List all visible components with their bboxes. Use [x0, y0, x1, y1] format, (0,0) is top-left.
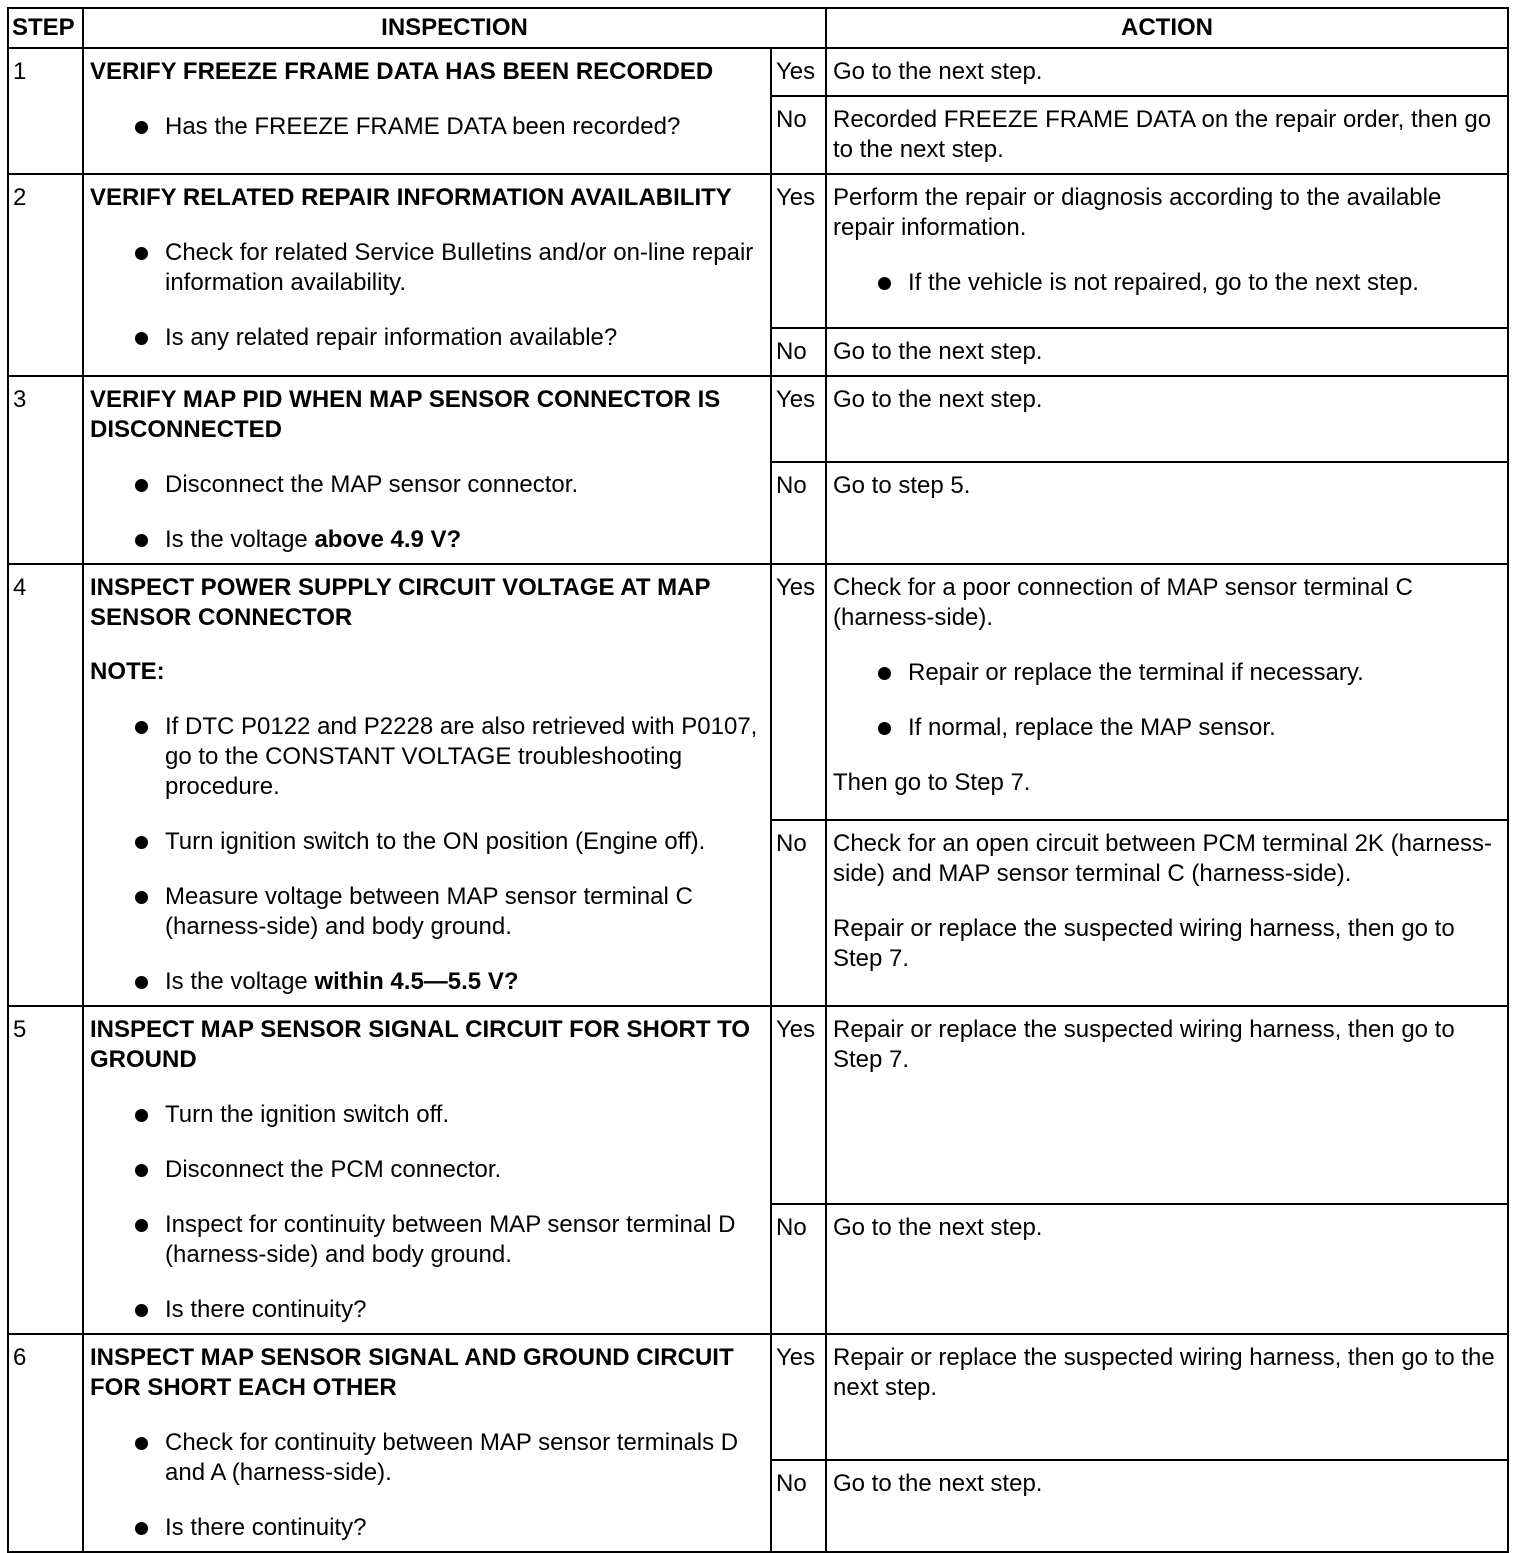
step-number: 4 [8, 564, 83, 1006]
inspection-title: INSPECT MAP SENSOR SIGNAL AND GROUND CIRCUIT FOR SHORT EACH OTHER [90, 1344, 734, 1401]
inspection-list [90, 112, 762, 142]
inspection-cell [83, 564, 771, 1006]
no-label: No [771, 1204, 826, 1334]
inspection-item: Inspect for continuity between MAP sensor terminal D (harness-side) and body ground. [90, 1210, 762, 1270]
inspection-cell [83, 174, 771, 376]
yes-action: Perform the repair or diagnosis according to the available repair information. [833, 184, 1442, 241]
yes-label: Yes [771, 48, 826, 96]
action-item: If normal, replace the MAP sensor. [833, 713, 1499, 743]
inspection-item: If DTC P0122 and P2228 are also retrieved with P0107, go to the CONSTANT VOLTAGE troubleshooting procedure. [90, 712, 762, 802]
inspection-list [90, 470, 762, 555]
no-action: Go to the next step. [826, 328, 1508, 376]
no-action: Check for an open circuit between PCM terminal 2K (harness-side) and MAP sensor terminal C (harness-side). [833, 830, 1492, 887]
inspection-cell [83, 1334, 771, 1552]
no-label: No [771, 1460, 826, 1552]
header-row [8, 8, 1508, 48]
step-row [8, 1006, 1508, 1204]
action-item: If the vehicle is not repaired, go to the next step. [833, 268, 1499, 298]
no-label: No [771, 820, 826, 1006]
step-number: 5 [8, 1006, 83, 1334]
inspection-item: Is any related repair information available? [90, 323, 762, 353]
action-list [833, 658, 1499, 743]
step-row [8, 376, 1508, 462]
header-step: STEP [8, 8, 83, 48]
inspection-title: INSPECT MAP SENSOR SIGNAL CIRCUIT FOR SHORT TO GROUND [90, 1016, 751, 1073]
yes-label: Yes [771, 1006, 826, 1204]
no-action-followup: Repair or replace the suspected wiring harness, then go to Step 7. [833, 915, 1455, 972]
inspection-title: VERIFY FREEZE FRAME DATA HAS BEEN RECORDED [90, 58, 714, 85]
yes-action-followup: Then go to Step 7. [833, 769, 1031, 796]
inspection-item: Is there continuity? [90, 1295, 762, 1325]
inspection-title: INSPECT POWER SUPPLY CIRCUIT VOLTAGE AT MAP SENSOR CONNECTOR [90, 574, 711, 631]
inspection-item: Is there continuity? [90, 1513, 762, 1543]
step-row [8, 174, 1508, 328]
yes-label: Yes [771, 564, 826, 820]
header-action: ACTION [826, 8, 1508, 48]
inspection-item: Disconnect the PCM connector. [90, 1155, 762, 1185]
inspection-item: Check for related Service Bulletins and/or on-line repair information availability. [90, 238, 762, 298]
step-row [8, 564, 1508, 820]
no-action: Go to the next step. [826, 1204, 1508, 1334]
inspection-cell [83, 48, 771, 174]
inspection-item: Disconnect the MAP sensor connector. [90, 470, 762, 500]
inspection-cell [83, 376, 771, 564]
yes-action-cell [826, 564, 1508, 820]
inspection-item: Measure voltage between MAP sensor terminal C (harness-side) and body ground. [90, 882, 762, 942]
question-value: above 4.9 V? [314, 526, 462, 553]
step-row [8, 48, 1508, 96]
diagnostic-table [7, 7, 1509, 1553]
inspection-list [90, 1100, 762, 1325]
action-list [833, 268, 1499, 298]
no-action: Go to the next step. [826, 1460, 1508, 1552]
inspection-item: Turn the ignition switch off. [90, 1100, 762, 1130]
question-text: Is the voltage [165, 968, 315, 995]
no-action: Go to step 5. [826, 462, 1508, 564]
step-number: 6 [8, 1334, 83, 1552]
inspection-list [90, 712, 762, 997]
no-label: No [771, 328, 826, 376]
inspection-title: VERIFY RELATED REPAIR INFORMATION AVAILABILITY [90, 184, 732, 211]
header-inspection: INSPECTION [83, 8, 826, 48]
inspection-item: Turn ignition switch to the ON position (Engine off). [90, 827, 762, 857]
yes-label: Yes [771, 376, 826, 462]
inspection-list [90, 1428, 762, 1543]
no-label: No [771, 462, 826, 564]
step-number: 1 [8, 48, 83, 174]
yes-action: Repair or replace the suspected wiring harness, then go to the next step. [826, 1334, 1508, 1460]
inspection-cell [83, 1006, 771, 1334]
inspection-list [90, 238, 762, 353]
action-item: Repair or replace the terminal if necessary. [833, 658, 1499, 688]
step-number: 3 [8, 376, 83, 564]
question-value: within 4.5—5.5 V? [314, 968, 519, 995]
no-label: No [771, 96, 826, 174]
inspection-item: Check for continuity between MAP sensor terminals D and A (harness-side). [90, 1428, 762, 1488]
question-text: Is the voltage [165, 526, 315, 553]
inspection-item-question [90, 525, 762, 555]
step-number: 2 [8, 174, 83, 376]
step-row [8, 1334, 1508, 1460]
yes-action: Go to the next step. [826, 48, 1508, 96]
note-label: NOTE: [90, 658, 165, 685]
no-action: Recorded FREEZE FRAME DATA on the repair order, then go to the next step. [826, 96, 1508, 174]
inspection-title: VERIFY MAP PID WHEN MAP SENSOR CONNECTOR IS DISCONNECTED [90, 386, 721, 443]
inspection-item-question [90, 967, 762, 997]
yes-label: Yes [771, 1334, 826, 1460]
yes-action-cell [826, 174, 1508, 328]
inspection-item: Has the FREEZE FRAME DATA been recorded? [90, 112, 762, 142]
yes-action: Go to the next step. [826, 376, 1508, 462]
yes-action: Repair or replace the suspected wiring harness, then go to Step 7. [826, 1006, 1508, 1204]
yes-label: Yes [771, 174, 826, 328]
no-action-cell [826, 820, 1508, 1006]
yes-action: Check for a poor connection of MAP sensor terminal C (harness-side). [833, 574, 1413, 631]
